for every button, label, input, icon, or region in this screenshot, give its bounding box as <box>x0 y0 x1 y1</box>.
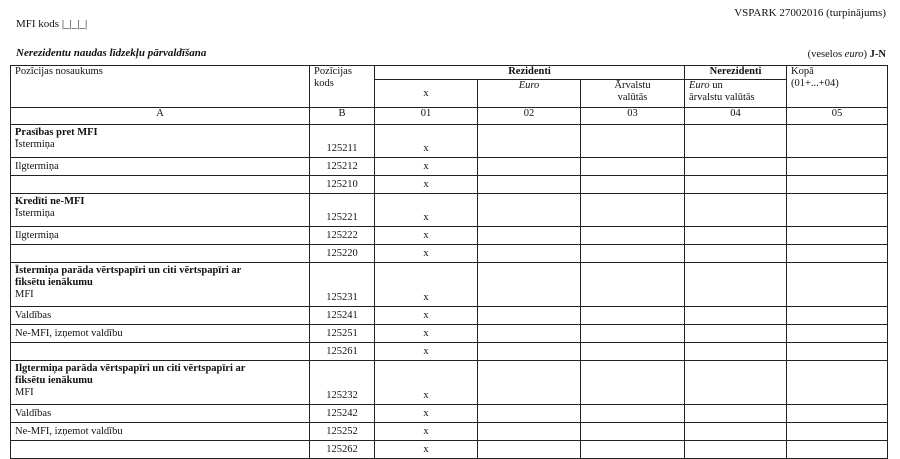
row-mark: x <box>375 343 478 361</box>
row-label: Ilgtermiņa <box>11 158 310 176</box>
sub-header-euro: Euro <box>478 80 581 108</box>
row-label: Ne-MFI, izņemot valdību <box>11 423 310 441</box>
value-cell[interactable] <box>581 176 685 194</box>
col-letter: 04 <box>685 108 787 125</box>
row-code: 125251 <box>310 325 375 343</box>
value-cell[interactable] <box>478 343 581 361</box>
value-cell[interactable] <box>787 343 888 361</box>
group-title: Prasības pret MFI <box>15 127 98 138</box>
row-label: Valdības <box>11 307 310 325</box>
row-code: 125231 <box>310 263 375 307</box>
mfi-code-label: MFI kods |_|_|_| <box>16 18 88 30</box>
row-mark: x <box>375 125 478 158</box>
row-mark: x <box>375 307 478 325</box>
col-header-name: Pozīcijas nosaukums <box>11 66 310 108</box>
table-row <box>11 158 888 176</box>
col-header-residents: Rezidenti <box>375 66 685 80</box>
value-cell[interactable] <box>787 405 888 423</box>
sub-header-nr-euro-foreign: Euro un ārvalstu valūtās <box>685 80 787 108</box>
value-cell[interactable] <box>685 405 787 423</box>
col-header-code: Pozīcijas kods <box>310 66 375 108</box>
group-title: Īstermiņa parāda vērtspapīri un citi vērtspapīri ar fiksētu ienākumu <box>15 265 242 288</box>
value-cell[interactable] <box>685 307 787 325</box>
value-cell[interactable] <box>581 325 685 343</box>
value-cell[interactable] <box>787 245 888 263</box>
value-cell[interactable] <box>581 405 685 423</box>
value-cell[interactable] <box>685 423 787 441</box>
row-mark: x <box>375 245 478 263</box>
value-cell[interactable] <box>478 125 581 158</box>
row-mark: x <box>375 194 478 227</box>
row-label: Ilgtermiņa <box>11 227 310 245</box>
value-cell[interactable] <box>581 423 685 441</box>
value-cell[interactable] <box>478 405 581 423</box>
row-label: Valdības <box>11 405 310 423</box>
value-cell[interactable] <box>685 263 787 307</box>
row-label: Prasības pret MFI Īstermiņa <box>11 125 310 158</box>
row-code: 125221 <box>310 194 375 227</box>
row-code: 125242 <box>310 405 375 423</box>
value-cell[interactable] <box>478 194 581 227</box>
value-cell[interactable] <box>478 361 581 405</box>
table-row <box>11 423 888 441</box>
row-code: 125212 <box>310 158 375 176</box>
value-cell[interactable] <box>685 325 787 343</box>
value-cell[interactable] <box>581 343 685 361</box>
col-letter: B <box>310 108 375 125</box>
value-cell[interactable] <box>685 194 787 227</box>
col-letter: 05 <box>787 108 888 125</box>
row-label: Ne-MFI, izņemot valdību <box>11 325 310 343</box>
value-cell[interactable] <box>581 361 685 405</box>
value-cell[interactable] <box>478 245 581 263</box>
value-cell[interactable] <box>581 125 685 158</box>
table-row <box>11 176 888 194</box>
col-letter: 02 <box>478 108 581 125</box>
report-subtitle: Nerezidentu naudas līdzekļu pārvaldīšana <box>16 47 207 59</box>
report-table <box>10 65 888 459</box>
table-row <box>11 245 888 263</box>
col-header-nonresidents: Nerezidenti <box>685 66 787 80</box>
row-code: 125241 <box>310 307 375 325</box>
table-row <box>11 361 888 405</box>
row-label: Īstermiņa parāda vērtspapīri un citi vērtspapīri ar fiksētu ienākumu MFI <box>11 263 310 307</box>
form-code: VSPARK 27002016 (turpinājums) <box>734 7 886 19</box>
row-mark: x <box>375 361 478 405</box>
table-row <box>11 263 888 307</box>
value-cell[interactable] <box>478 176 581 194</box>
row-code: 125222 <box>310 227 375 245</box>
table-row <box>11 405 888 423</box>
row-mark: x <box>375 441 478 459</box>
value-cell[interactable] <box>685 125 787 158</box>
value-cell[interactable] <box>787 227 888 245</box>
col-letter: A <box>11 108 310 125</box>
group-title: Ilgtermiņa parāda vērtspapīri un citi vērtspapīri ar fiksētu ienākumu <box>15 363 246 386</box>
value-cell[interactable] <box>787 194 888 227</box>
row-label: Kredīti ne-MFI Īstermiņa <box>11 194 310 227</box>
form-id: J-N <box>869 49 886 60</box>
table-row <box>11 125 888 158</box>
table-row <box>11 307 888 325</box>
value-cell[interactable] <box>581 194 685 227</box>
row-code: 125262 <box>310 441 375 459</box>
value-cell[interactable] <box>478 423 581 441</box>
value-cell[interactable] <box>787 423 888 441</box>
value-cell[interactable] <box>787 325 888 343</box>
col-letter: 03 <box>581 108 685 125</box>
table-row <box>11 343 888 361</box>
value-cell[interactable] <box>581 158 685 176</box>
row-mark: x <box>375 176 478 194</box>
table-row <box>11 194 888 227</box>
value-cell[interactable] <box>685 361 787 405</box>
value-cell[interactable] <box>787 361 888 405</box>
value-cell[interactable] <box>685 176 787 194</box>
row-code: 125210 <box>310 176 375 194</box>
value-cell[interactable] <box>581 227 685 245</box>
sub-header-foreign: Ārvalstu valūtās <box>581 80 685 108</box>
units-label: (veselos euro) J-N <box>807 49 886 60</box>
value-cell[interactable] <box>787 176 888 194</box>
col-letter: 01 <box>375 108 478 125</box>
value-cell[interactable] <box>787 158 888 176</box>
value-cell[interactable] <box>787 307 888 325</box>
row-label: Ilgtermiņa parāda vērtspapīri un citi vērtspapīri ar fiksētu ienākumu MFI <box>11 361 310 405</box>
row-mark: x <box>375 263 478 307</box>
value-cell[interactable] <box>685 227 787 245</box>
value-cell[interactable] <box>581 245 685 263</box>
group-title: Kredīti ne-MFI <box>15 196 85 207</box>
row-mark: x <box>375 423 478 441</box>
row-label <box>11 343 310 361</box>
row-label <box>11 176 310 194</box>
value-cell[interactable] <box>581 263 685 307</box>
col-header-total: Kopā (01+...+04) <box>787 66 888 108</box>
value-cell[interactable] <box>787 263 888 307</box>
value-cell[interactable] <box>685 343 787 361</box>
table-row <box>11 325 888 343</box>
value-cell[interactable] <box>478 263 581 307</box>
value-cell[interactable] <box>478 227 581 245</box>
value-cell[interactable] <box>685 245 787 263</box>
row-code: 125261 <box>310 343 375 361</box>
row-mark: x <box>375 325 478 343</box>
row-code: 125220 <box>310 245 375 263</box>
value-cell[interactable] <box>478 307 581 325</box>
row-code: 125232 <box>310 361 375 405</box>
value-cell[interactable] <box>787 125 888 158</box>
row-mark: x <box>375 227 478 245</box>
value-cell[interactable] <box>685 158 787 176</box>
row-code: 125211 <box>310 125 375 158</box>
sub-header-x: x <box>375 80 478 108</box>
row-mark: x <box>375 158 478 176</box>
value-cell[interactable] <box>478 325 581 343</box>
row-code: 125252 <box>310 423 375 441</box>
value-cell[interactable] <box>478 158 581 176</box>
row-label <box>11 245 310 263</box>
value-cell[interactable] <box>581 307 685 325</box>
table-row <box>11 227 888 245</box>
column-letter-row <box>11 108 888 125</box>
row-mark: x <box>375 405 478 423</box>
